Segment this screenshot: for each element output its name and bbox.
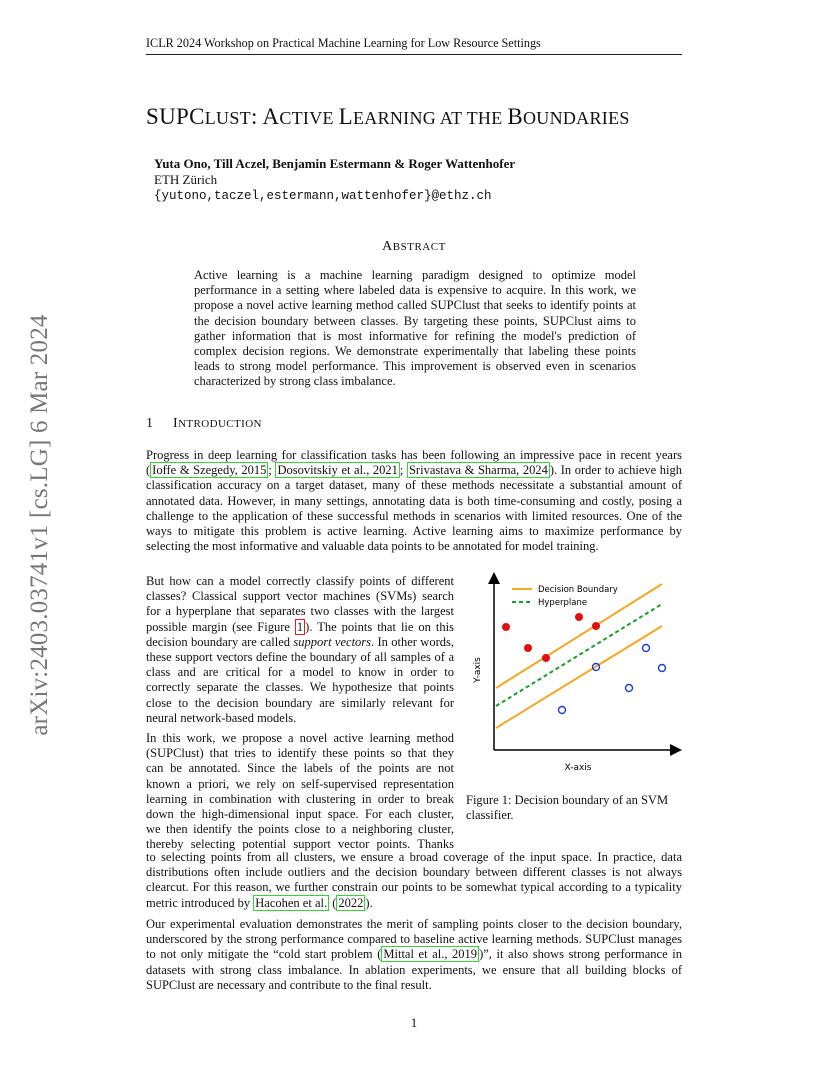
intro-paragraph-2: But how can a model correctly classify points of different classes? Classical support vector machines (SVMs) search for a hyperplane that separates two classes with the largest possible margin (see Figure 1 ). The points that lie on this decision boundary are called support vectors. In other words, these support vectors define the boundary of all samples of a class and are critical for a model to know in order to correctly separate the classes. We hypothesize that points close to the decision boundary are similarly relevant for neural network-based models.: [146, 574, 454, 725]
figure-caption: Figure 1: Decision boundary of an SVM classifier.: [466, 793, 669, 823]
legend-boundary-label: Decision Boundary: [538, 585, 618, 595]
arxiv-stamp-text: arXiv:2403.03741v1 [cs.LG] 6 Mar 2024: [26, 314, 53, 736]
y-axis-label: Y-axis: [473, 657, 483, 683]
citation-link[interactable]: Hacohen et al.: [255, 895, 328, 910]
svm-diagram: [466, 566, 682, 788]
author-email: {yutono,taczel,estermann,wattenhofer}@ethz.ch: [154, 189, 492, 203]
paper-title: SUPCLUST: ACTIVE LEARNING AT THE BOUNDARIES: [146, 104, 630, 129]
x-axis-label: X-axis: [564, 763, 592, 773]
class-b-point: [626, 685, 633, 692]
author-block: [154, 156, 515, 204]
arxiv-stamp: [20, 290, 60, 760]
class-b-point: [659, 665, 666, 672]
citation-link[interactable]: 2022: [338, 895, 364, 910]
intro-paragraph-3: In this work, we propose a novel active learning method (SUPClust) that tries to identify these points so that they can be annotated. Since the labels of the points are not known a priori, we rely on self-supervised representation learning in combination with clustering in order to break down the high-dimensional input space. For each cluster, we then identify the points close to a neighboring cluster, thereby selecting potential support vector points. Thanks: [146, 731, 454, 852]
page-number: 1: [410, 1016, 418, 1030]
class-a-point: [502, 623, 510, 631]
class-a-point: [592, 622, 600, 630]
citation-link[interactable]: Mittal et al., 2019: [383, 947, 478, 962]
figure-svm: [466, 566, 682, 788]
author-names: Yuta Ono, Till Aczel, Benjamin Estermann & Roger Wattenhofer: [154, 156, 516, 171]
class-b-point: [643, 645, 650, 652]
citation-link[interactable]: Ioffe & Szegedy, 2015: [152, 463, 267, 478]
abstract-heading: ABSTRACT: [382, 239, 446, 254]
section-number: 1: [146, 416, 154, 431]
section-heading-introduction: 1 INTRODUCTION: [146, 416, 262, 431]
intro-paragraph-5: Our experimental evaluation demonstrates the merit of sampling points closer to the decision boundary, underscored by the strong performance compared to baseline active learning methods. SUPClust manages to not only mitigate the “cold start problem ( Mittal et al., 2019 )”, it also shows strong performance in datasets with strong class imbalance. In ablation experiments, we ensure that all building blocks of SUPClust are necessary and contribute to the final result.: [146, 917, 682, 992]
class-a-point: [542, 654, 550, 662]
figure-ref-link[interactable]: 1: [296, 619, 304, 634]
intro-paragraph-4: to selecting points from all clusters, we ensure a broad coverage of the input space. In practice, data distributions often include outliers and the decision boundary between different classes is not always clearcut. For this reason, we further constrain our points to be somewhat typical according to a typicality metric introduced by Hacohen et al. ( 2022 ).: [146, 850, 682, 910]
author-affiliation: ETH Zürich: [154, 172, 218, 187]
citation-link[interactable]: Dosovitskiy et al., 2021: [277, 463, 398, 478]
decision-boundary-lower: [496, 626, 662, 728]
running-header: ICLR 2024 Workshop on Practical Machine Learning for Low Resource Settings: [146, 36, 682, 55]
citation-link[interactable]: Srivastava & Sharma, 2024: [408, 463, 548, 478]
intro-paragraph-1: Progress in deep learning for classification tasks has been following an impressive pace in recent years ( Ioffe & Szegedy, 2015 ; Dosovitskiy et al., 2021 ; Srivastava & Sharma, 2024 ). In order to achieve high classification accuracy on a target dataset, many of these methods necessitate a substantial amount of annotated data. However, in many settings, annotating data is both time-consuming and costly, posing a challenge to the application of these successful methods in scenarios with limited resources. One of the ways to mitigate this problem is active learning. Active learning aims to maximize performance by selecting the most informative and valuable data points to be annotated for model training.: [146, 448, 682, 554]
class-a-point: [524, 644, 532, 652]
abstract-text: Active learning is a machine learning paradigm designed to optimize model performance in a setting where labeled data is expensive to acquire. In this work, we propose a novel active learning method called SUPClust that seeks to identify points at the decision boundary between classes. By targeting these points, SUPClust aims to gather information that is most informative for refining the model's prediction of complex decision regions. We demonstrate experimentally that labeling these points leads to strong model performance. This improvement is observed even in scenarios characterized by strong class imbalance.: [194, 268, 636, 389]
class-a-point: [575, 613, 583, 621]
class-b-point: [559, 707, 566, 714]
legend-hyperplane-label: Hyperplane: [538, 598, 588, 608]
